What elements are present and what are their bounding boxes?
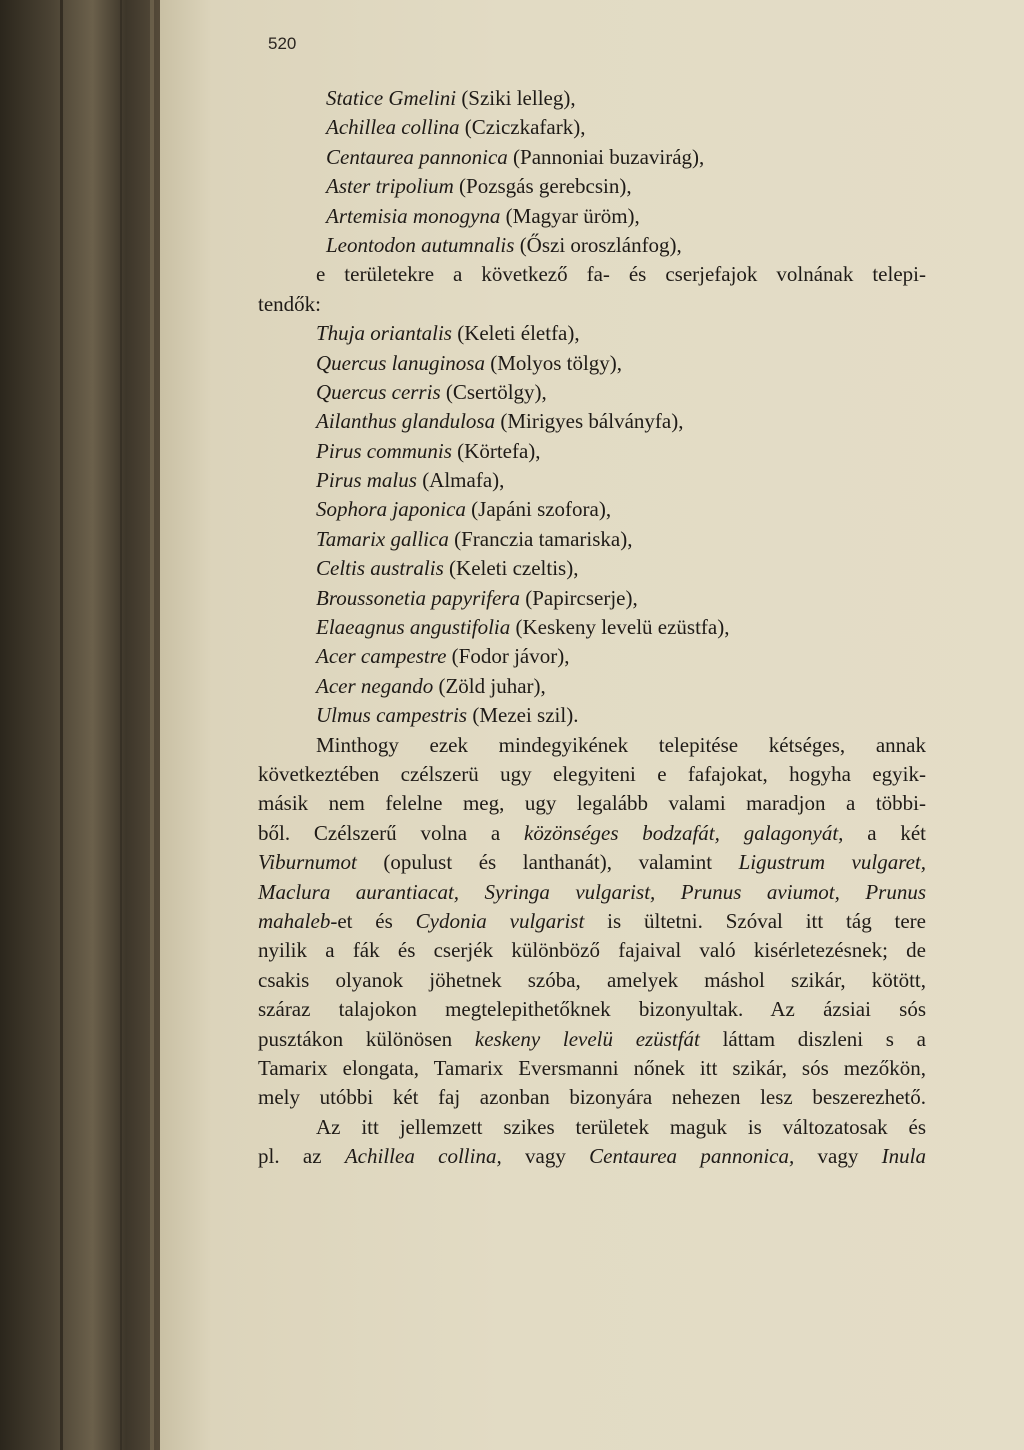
plant-list-item xyxy=(258,231,926,260)
text-line xyxy=(258,848,926,877)
plant-list-item xyxy=(258,613,926,642)
text-line xyxy=(258,760,926,789)
latin-name: Acer campestre xyxy=(316,644,447,669)
plant-list-item xyxy=(258,113,926,142)
plant-list-b xyxy=(258,319,926,730)
text-line xyxy=(258,819,926,848)
common-name: (Molyos tölgy), xyxy=(484,350,623,375)
latin-name: Acer negando xyxy=(316,673,434,698)
common-name: (Magyar üröm), xyxy=(500,203,640,228)
binding-edge xyxy=(60,0,63,1450)
italic-text: Cydonia vulgarist xyxy=(415,908,585,933)
paragraph-text: is ültetni. Szóval itt tág tere xyxy=(584,908,926,933)
common-name: (Franczia tamariska), xyxy=(448,526,633,551)
text-line xyxy=(258,1113,926,1142)
binding-edge xyxy=(150,0,154,1450)
plant-list-item xyxy=(258,319,926,348)
text-line xyxy=(258,789,926,818)
common-name: (Papircserje), xyxy=(519,585,638,610)
paragraph-text: száraz talajokon megtelepithetőknek bizonyultak. Az ázsiai sós xyxy=(258,997,926,1022)
paragraph-text: csakis olyanok jöhetnek szóba, amelyek máshol szikár, kötött, xyxy=(258,967,926,992)
italic-text: mahaleb xyxy=(258,908,331,933)
intro-text: e területekre a következő fa- és cserjefajok volnának telepi- xyxy=(316,262,926,287)
common-name: (Mirigyes bálványfa), xyxy=(495,409,684,434)
page-text xyxy=(258,84,926,1171)
latin-name: Centaurea pannonica xyxy=(326,144,508,169)
paragraph-text: mely utóbbi két faj azonban bizonyára nehezen lesz beszerezhető. xyxy=(258,1085,926,1110)
italic-text: keskeny levelü ezüstfát xyxy=(474,1026,700,1051)
latin-name: Ulmus campestris xyxy=(316,703,468,728)
common-name: (Japáni szofora), xyxy=(465,497,612,522)
text-line xyxy=(258,907,926,936)
latin-name: Quercus cerris xyxy=(316,379,441,404)
paragraph-text: láttam diszleni s a xyxy=(699,1026,927,1051)
common-name: (Őszi oroszlánfog), xyxy=(514,232,682,257)
paragraph-text: (opulust és lanthanát), valamint xyxy=(356,850,739,875)
book-binding xyxy=(0,0,168,1450)
paragraph-text: másik nem felelne meg, ugy legalább valami maradjon a többi- xyxy=(258,791,926,816)
common-name: (Fodor jávor), xyxy=(446,644,570,669)
latin-name: Leontodon autumnalis xyxy=(326,232,515,257)
italic-text: Centaurea pannonica, xyxy=(589,1144,795,1169)
latin-name: Thuja oriantalis xyxy=(316,321,452,346)
plant-list-item xyxy=(258,672,926,701)
plant-list-a xyxy=(258,84,926,260)
latin-name: Pirus malus xyxy=(316,468,417,493)
paragraph-text: Tamarix elongata, Tamarix Eversmanni nőnek itt szikár, sós mezőkön, xyxy=(258,1055,926,1080)
text-line xyxy=(258,936,926,965)
text-line xyxy=(258,1025,926,1054)
text-line xyxy=(258,1054,926,1083)
paragraph-text: következtében czélszerü ugy elegyiteni e fafajokat, hogyha egyik- xyxy=(258,761,926,786)
italic-text: közönséges bodzafát, galagonyát, xyxy=(524,820,844,845)
paragraph-text: vagy xyxy=(794,1144,882,1169)
italic-text: Ligustrum vulgaret, xyxy=(738,850,926,875)
italic-text: Achillea collina, xyxy=(344,1144,502,1169)
plant-list-item xyxy=(258,437,926,466)
text-line xyxy=(258,290,926,319)
binding-edge xyxy=(120,0,122,1450)
plant-list-item xyxy=(258,495,926,524)
plant-list-item xyxy=(258,554,926,583)
common-name: (Keleti életfa), xyxy=(451,321,580,346)
italic-text: Maclura aurantiacat, Syringa vulgarist, Prunus aviumot, Prunus xyxy=(258,879,926,904)
latin-name: Tamarix gallica xyxy=(316,526,449,551)
common-name: (Sziki lelleg), xyxy=(456,86,576,110)
paragraph-text: ből. Czélszerű volna a xyxy=(258,820,525,845)
text-line xyxy=(258,1142,926,1171)
plant-list-item xyxy=(258,701,926,730)
italic-text: Inula xyxy=(881,1144,926,1169)
text-line xyxy=(258,995,926,1024)
latin-name: Broussonetia papyrifera xyxy=(316,585,520,610)
plant-list-item xyxy=(258,378,926,407)
paragraph-text: vagy xyxy=(501,1144,590,1169)
latin-name: Aster tripolium xyxy=(326,174,454,199)
plant-list-item xyxy=(258,143,926,172)
text-line xyxy=(258,1083,926,1112)
latin-name: Pirus communis xyxy=(316,438,452,463)
latin-name: Statice Gmelini xyxy=(326,86,457,110)
common-name: (Pozsgás gerebcsin), xyxy=(453,174,632,199)
common-name: (Almafa), xyxy=(416,468,505,493)
latin-name: Celtis australis xyxy=(316,556,444,581)
plant-list-item xyxy=(258,84,926,113)
page-number: 520 xyxy=(268,34,297,53)
common-name: (Keleti czeltis), xyxy=(443,556,579,581)
plant-list-item xyxy=(258,466,926,495)
plant-list-item xyxy=(258,407,926,436)
italic-text: Viburnumot xyxy=(258,850,357,875)
text-line xyxy=(258,966,926,995)
common-name: (Körtefa), xyxy=(451,438,541,463)
plant-list-item xyxy=(258,584,926,613)
plant-list-item xyxy=(258,349,926,378)
latin-name: Ailanthus glandulosa xyxy=(316,409,496,434)
paragraph-text: a két xyxy=(843,820,926,845)
text-line xyxy=(258,878,926,907)
latin-name: Elaeagnus angustifolia xyxy=(316,615,511,640)
paragraph-text: pusztákon különösen xyxy=(258,1026,475,1051)
common-name: (Csertölgy), xyxy=(440,379,547,404)
common-name: (Keskeny levelü ezüstfa), xyxy=(510,615,730,640)
text-line xyxy=(258,260,926,289)
latin-name: Sophora japonica xyxy=(316,497,466,522)
intro-text: tendők: xyxy=(258,291,321,316)
paragraph-text: Minthogy ezek mindegyikének telepitése kétséges, annak xyxy=(316,732,926,757)
common-name: (Mezei szil). xyxy=(467,703,579,728)
common-name: (Cziczkafark), xyxy=(459,115,586,140)
text-line xyxy=(258,731,926,760)
plant-list-item xyxy=(258,525,926,554)
latin-name: Achillea collina xyxy=(326,115,460,140)
paragraph-text: Az itt jellemzett szikes területek maguk is változatosak és xyxy=(316,1114,926,1139)
latin-name: Quercus lanuginosa xyxy=(316,350,485,375)
common-name: (Zöld juhar), xyxy=(433,673,546,698)
plant-list-item xyxy=(258,172,926,201)
common-name: (Pannoniai buzavirág), xyxy=(507,144,705,169)
paragraph-text: pl. az xyxy=(258,1144,345,1169)
plant-list-item xyxy=(258,202,926,231)
paragraph-text: -et és xyxy=(330,908,416,933)
latin-name: Artemisia monogyna xyxy=(326,203,501,228)
plant-list-item xyxy=(258,642,926,671)
paragraph-text: nyilik a fák és cserjék különböző fajaival való kisérletezésnek; de xyxy=(258,938,926,963)
